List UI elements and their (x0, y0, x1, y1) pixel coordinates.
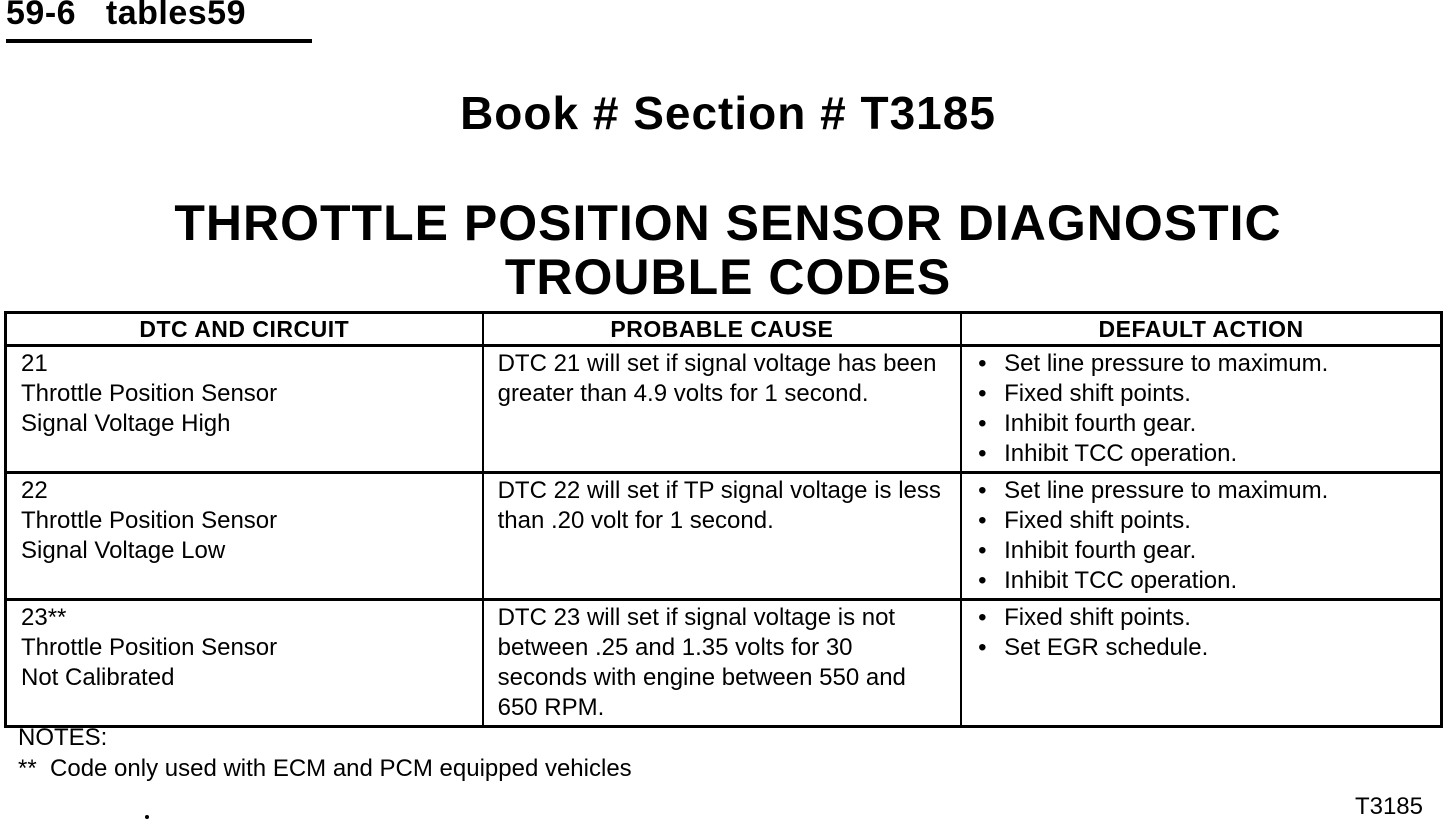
default-action-cell (961, 473, 1441, 600)
action-text: Fixed shift points. (1004, 604, 1191, 631)
action-text: Set line pressure to maximum. (1004, 350, 1329, 377)
list-item (976, 633, 1426, 663)
dtc-table (4, 311, 1443, 728)
bullet-icon: • (978, 380, 987, 407)
book-section-title: Book # Section # T3185 (460, 87, 996, 139)
list-item (976, 409, 1426, 439)
probable-cause-cell: DTC 23 will set if signal voltage is not between .25 and 1.35 volts for 30 seconds with engine between 550 and 650 RPM. (483, 600, 962, 727)
action-text: Set line pressure to maximum. (1004, 477, 1329, 504)
circuit-name: Throttle Position Sensor (21, 634, 278, 661)
scan-speck (145, 815, 149, 819)
list-item (976, 603, 1426, 633)
action-text: Fixed shift points. (1004, 507, 1191, 534)
list-item (976, 566, 1426, 596)
dtc-code: 21 (21, 350, 48, 377)
table-row (6, 473, 1442, 600)
list-item (976, 506, 1426, 536)
probable-cause-cell: DTC 22 will set if TP signal voltage is less than .20 volt for 1 second. (483, 473, 962, 600)
action-text: Inhibit TCC operation. (1004, 440, 1238, 467)
list-item (976, 349, 1426, 379)
circuit-condition: Not Calibrated (21, 664, 175, 691)
page-title-line-2: TROUBLE CODES (504, 249, 952, 305)
notes-heading: NOTES: (18, 724, 108, 751)
probable-cause-cell: DTC 21 will set if signal voltage has been greater than 4.9 volts for 1 second. (483, 346, 962, 473)
dtc-circuit-cell (6, 473, 483, 600)
action-text: Set EGR schedule. (1004, 634, 1209, 661)
column-header-default-action: DEFAULT ACTION (961, 313, 1441, 346)
circuit-condition: Signal Voltage High (21, 410, 231, 437)
page-title-line-1: THROTTLE POSITION SENSOR DIAGNOSTIC (174, 195, 1282, 251)
default-action-cell (961, 600, 1441, 727)
list-item (976, 439, 1426, 469)
document-id: T3185 (1354, 793, 1423, 820)
action-text: Fixed shift points. (1004, 380, 1191, 407)
default-action-cell (961, 346, 1441, 473)
action-list (976, 603, 1426, 663)
action-list (976, 476, 1426, 596)
bullet-icon: • (978, 410, 987, 437)
bullet-icon: • (978, 440, 987, 467)
bullet-icon: • (978, 604, 987, 631)
page-title (0, 196, 1456, 304)
action-list (976, 349, 1426, 469)
list-item (976, 536, 1426, 566)
table-row (6, 600, 1442, 727)
dtc-code: 22 (21, 477, 48, 504)
dtc-circuit-cell (6, 600, 483, 727)
bullet-icon: • (978, 507, 987, 534)
column-header-dtc-circuit: DTC AND CIRCUIT (6, 313, 483, 346)
list-item (976, 379, 1426, 409)
action-text: Inhibit fourth gear. (1004, 410, 1197, 437)
bullet-icon: • (978, 537, 987, 564)
circuit-name: Throttle Position Sensor (21, 507, 278, 534)
column-header-probable-cause: PROBABLE CAUSE (483, 313, 962, 346)
notes-section (18, 722, 632, 784)
action-text: Inhibit TCC operation. (1004, 567, 1238, 594)
section-tag: 59-6 tables59 (6, 0, 312, 43)
dtc-circuit-cell (6, 346, 483, 473)
bullet-icon: • (978, 477, 987, 504)
table-header-row (6, 313, 1442, 346)
action-text: Inhibit fourth gear. (1004, 537, 1197, 564)
circuit-condition: Signal Voltage Low (21, 537, 226, 564)
bullet-icon: • (978, 634, 987, 661)
list-item (976, 476, 1426, 506)
circuit-name: Throttle Position Sensor (21, 380, 278, 407)
bullet-icon: • (978, 350, 987, 377)
notes-footnote: ** Code only used with ECM and PCM equipped vehicles (18, 755, 632, 782)
dtc-code: 23** (21, 604, 67, 631)
table-row (6, 346, 1442, 473)
bullet-icon: • (978, 567, 987, 594)
